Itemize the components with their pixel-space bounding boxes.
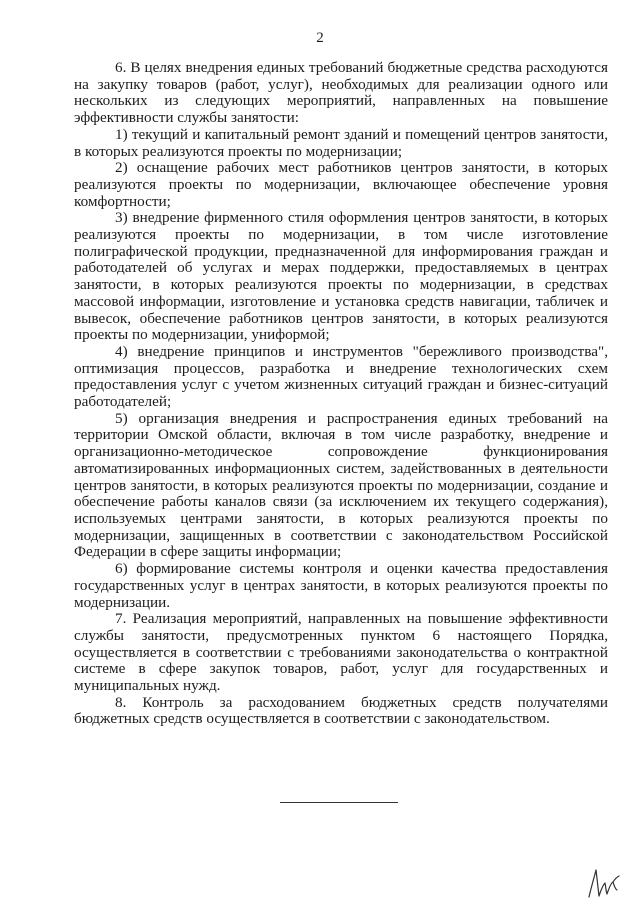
list-item-5: 5) организация внедрения и распространения единых требований на территории Омской области, включая в том числе разработку, внедрение и организационно-методическое сопровождение функционирования автоматизированных информационных систем, задействованных в деятельности центров занятости, в которых реализуются проекты по модернизации, создание и обеспечение работы каналов связи (за исключением их текущего содержания), используемых центрами занятости, в которых реализуются проекты по модернизации, защищенных в соответствии с законодательством Российской Федерации в сфере защиты информации; (74, 409, 608, 561)
list-item-2: 2) оснащение рабочих мест работников центров занятости, в которых реализуются проекты по модернизации, включающее обеспечение уровня комфортности; (74, 159, 608, 210)
closing-rule (280, 802, 398, 803)
list-item-4: 4) внедрение принципов и инструментов "бережливого производства", оптимизация процессов, разработка и внедрение технологических схем предоставления услуг с учетом жизненных ситуаций граждан и бизнес-ситуаций работодателей; (74, 342, 608, 411)
paragraph-clause-6: 6. В целях внедрения единых требований бюджетные средства расходуются на закупку товаров (работ, услуг), необходимых для реализации одного или нескольких из следующих мероприятий, направленных на повышение эффективности службы занятости: (74, 59, 608, 127)
list-item-6: 6) формирование системы контроля и оценки качества предоставления государственных услуг в центрах занятости, в которых реализуются проекты по модернизации. (74, 560, 608, 611)
paragraph-clause-7: 7. Реализация мероприятий, направленных на повышение эффективности службы занятости, предусмотренных пунктом 6 настоящего Порядка, осуществляется в соответствии с требованиями законодательства о контрактной системе в сфере закупок товаров, работ, услуг для государственных и муниципальных нужд. (74, 610, 608, 695)
paragraph-clause-8: 8. Контроль за расходованием бюджетных средств получателями бюджетных средств осуществляется в соответствии с законодательством. (74, 693, 608, 728)
document-body (74, 60, 608, 728)
initials-signature (586, 866, 622, 900)
list-item-3: 3) внедрение фирменного стиля оформления центров занятости, в которых реализуются проекты по модернизации, в том числе изготовление полиграфической продукции, предназначенной для информирования граждан и работодателей об услугах и мерах поддержки, предоставляемых в центрах занятости, в которых реализуются проекты по модернизации, в средствах массовой информации, изготовление и установка средств навигации, табличек и вывесок, обеспечение работников центров занятости, в которых реализуются проекты по модернизации, униформой; (74, 209, 608, 344)
list-item-1: 1) текущий и капитальный ремонт зданий и помещений центров занятости, в которых реализуются проекты по модернизации; (74, 125, 608, 160)
page-number: 2 (316, 30, 324, 46)
